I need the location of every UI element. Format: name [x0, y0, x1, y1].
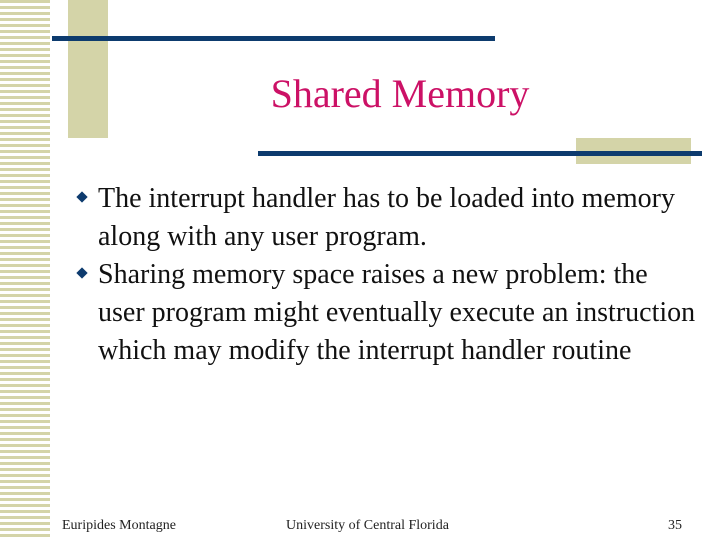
slide-title: Shared Memory [270, 71, 530, 116]
page-number: 35 [668, 518, 682, 533]
footer-institution: University of Central Florida [286, 518, 449, 533]
bullet-list [78, 180, 698, 370]
bullet-item [78, 180, 698, 256]
footer-author: Euripides Montagne [62, 518, 176, 533]
decorative-stripes [0, 0, 50, 540]
bullet-text: The interrupt handler has to be loaded into memory along with any user program. [98, 183, 675, 252]
bullet-item [78, 256, 698, 370]
diamond-bullet-icon [76, 191, 87, 202]
decorative-accent-block [68, 0, 108, 138]
title-rule-bottom [258, 151, 702, 156]
diamond-bullet-icon [76, 267, 87, 278]
bullet-text: Sharing memory space raises a new problem: the user program might eventually execute an instruction which may modify the interrupt handler routine [98, 259, 696, 366]
title-rule-top [52, 36, 495, 41]
